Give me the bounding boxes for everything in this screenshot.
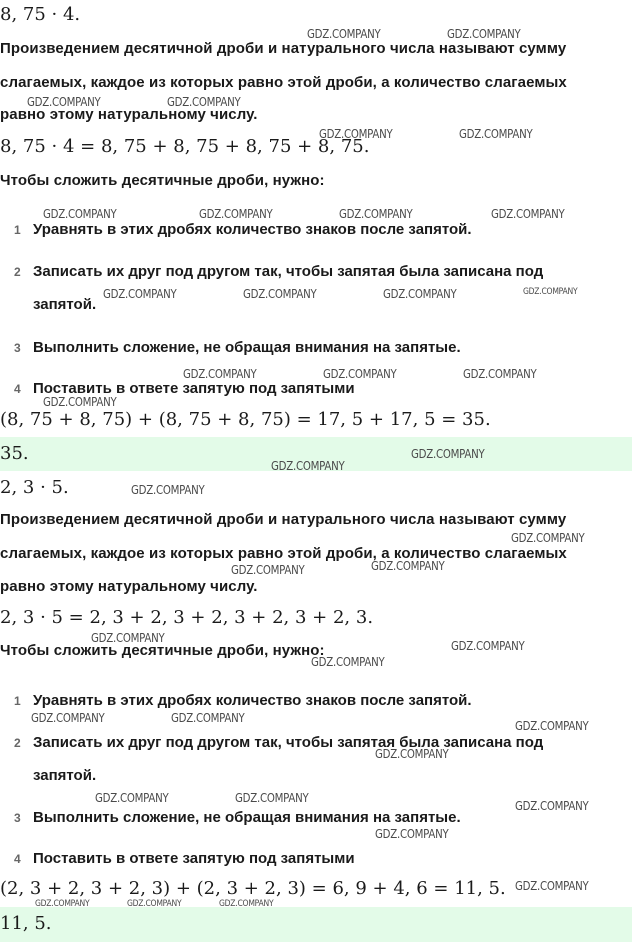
step-1-1-text: Уравнять в этих дробях количество знаков после запятой. [33,221,472,238]
definition-2-line2: слагаемых, каждое из которых равно этой дроби, а количество слагаемых [0,545,567,562]
watermark: GDZ.COMPANY [35,899,90,909]
step-2-4-text: Поставить в ответе запятую под запятыми [33,850,355,867]
definition-1-line2: слагаемых, каждое из которых равно этой дроби, а количество слагаемых [0,74,567,91]
watermark: GDZ.COMPANY [131,483,205,497]
watermark: GDZ.COMPANY [459,127,533,141]
definition-1-line1: Произведением десятичной дроби и натурального числа называют сумму [0,40,567,57]
watermark: GDZ.COMPANY [243,287,317,301]
watermark: GDZ.COMPANY [43,207,117,221]
calculation-1: (8, 75 + 8, 75) + (8, 75 + 8, 75) = 17, 5 + 17, 5 = 35. [0,409,491,430]
step-2-1-text: Уравнять в этих дробях количество знаков после запятой. [33,692,472,709]
expansion-2: 2, 3 · 5 = 2, 3 + 2, 3 + 2, 3 + 2, 3 + 2, 3. [0,607,374,628]
watermark: GDZ.COMPANY [95,791,169,805]
step-2-3-number: 3 [14,811,21,825]
step-2-2-number: 2 [14,736,21,750]
watermark: GDZ.COMPANY [515,719,589,733]
watermark: GDZ.COMPANY [171,711,245,725]
watermark: GDZ.COMPANY [339,207,413,221]
step-1-1-number: 1 [14,223,21,237]
watermark: GDZ.COMPANY [491,207,565,221]
expression-2: 2, 3 · 5. [0,477,69,498]
watermark: GDZ.COMPANY [463,367,537,381]
watermark: GDZ.COMPANY [383,287,457,301]
step-1-4-number: 4 [14,382,21,396]
watermark: GDZ.COMPANY [371,559,445,573]
watermark: GDZ.COMPANY [231,563,305,577]
step-1-2-text-line1: Записать их друг под другом так, чтобы запятая была записана под [33,263,544,280]
watermark: GDZ.COMPANY [307,27,381,41]
step-1-3-number: 3 [14,341,21,355]
step-1-2-number: 2 [14,265,21,279]
watermark: GDZ.COMPANY [323,367,397,381]
watermark: GDZ.COMPANY [375,747,449,761]
expansion-1: 8, 75 · 4 = 8, 75 + 8, 75 + 8, 75 + 8, 75. [0,136,370,157]
step-2-2-text-line2: запятой. [33,767,97,784]
answer-1: 35. [0,443,29,464]
step-2-2-text-line1: Записать их друг под другом так, чтобы запятая была записана под [33,734,544,751]
watermark: GDZ.COMPANY [219,899,274,909]
step-1-2-text-line2: запятой. [33,296,97,313]
watermark: GDZ.COMPANY [43,395,117,409]
step-1-3-text: Выполнить сложение, не обращая внимания на запятые. [33,339,461,356]
step-2-1-number: 1 [14,694,21,708]
watermark: GDZ.COMPANY [319,127,393,141]
watermark: GDZ.COMPANY [91,631,165,645]
step-2-4-number: 4 [14,852,21,866]
watermark: GDZ.COMPANY [103,287,177,301]
watermark: GDZ.COMPANY [447,27,521,41]
watermark: GDZ.COMPANY [515,879,589,893]
watermark: GDZ.COMPANY [235,791,309,805]
watermark: GDZ.COMPANY [183,367,257,381]
watermark: GDZ.COMPANY [127,899,182,909]
watermark: GDZ.COMPANY [311,655,385,669]
watermark: GDZ.COMPANY [515,799,589,813]
watermark: GDZ.COMPANY [523,287,578,297]
watermark: GDZ.COMPANY [31,711,105,725]
step-1-4-text: Поставить в ответе запятую под запятыми [33,380,355,397]
watermark: GDZ.COMPANY [271,459,345,473]
watermark: GDZ.COMPANY [375,827,449,841]
rule-intro-1: Чтобы сложить десятичные дроби, нужно: [0,172,325,189]
watermark: GDZ.COMPANY [511,531,585,545]
watermark: GDZ.COMPANY [167,95,241,109]
answer-band-2 [0,907,632,942]
calculation-2: (2, 3 + 2, 3 + 2, 3) + (2, 3 + 2, 3) = 6, 9 + 4, 6 = 11, 5. [0,878,506,899]
watermark: GDZ.COMPANY [411,447,485,461]
definition-2-line1: Произведением десятичной дроби и натурального числа называют сумму [0,511,567,528]
watermark: GDZ.COMPANY [27,95,101,109]
expression-1: 8, 75 · 4. [0,4,81,25]
step-2-3-text: Выполнить сложение, не обращая внимания на запятые. [33,809,461,826]
watermark: GDZ.COMPANY [199,207,273,221]
rule-intro-2: Чтобы сложить десятичные дроби, нужно: [0,642,325,659]
watermark: GDZ.COMPANY [451,639,525,653]
answer-2: 11, 5. [0,913,52,934]
definition-2-line3: равно этому натуральному числу. [0,578,258,595]
definition-1-line3: равно этому натуральному числу. [0,106,258,123]
